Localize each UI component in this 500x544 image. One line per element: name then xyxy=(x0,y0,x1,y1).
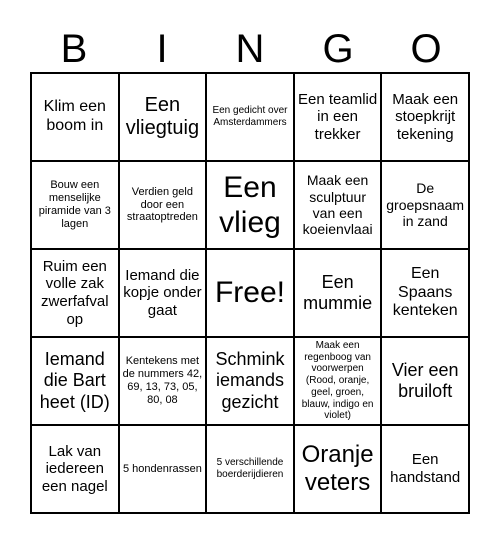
bingo-cell[interactable]: Maak een regenboog van voorwerpen (Rood, oranje, geel, groen, blauw, indigo en violet) xyxy=(294,337,382,425)
bingo-cell[interactable]: Iemand die Bart heet (ID) xyxy=(31,337,119,425)
bingo-cell[interactable]: De groepsnaam in zand xyxy=(381,161,469,249)
bingo-cell[interactable]: Een vliegtuig xyxy=(119,73,207,161)
header-letter-g: G xyxy=(322,27,354,71)
bingo-cell[interactable]: Bouw een menselijke piramide van 3 lagen xyxy=(31,161,119,249)
free-cell[interactable]: Free! xyxy=(206,249,294,337)
header-letter-o: O xyxy=(410,27,442,71)
bingo-cell[interactable]: 5 verschillende boerderijdieren xyxy=(206,425,294,513)
bingo-cell[interactable]: 5 hondenrassen xyxy=(119,425,207,513)
bingo-cell[interactable]: Maak een stoepkrijt tekening xyxy=(381,73,469,161)
bingo-cell[interactable]: Vier een bruiloft xyxy=(381,337,469,425)
bingo-cell[interactable]: Kentekens met de nummers 42, 69, 13, 73, 05, 80, 08 xyxy=(119,337,207,425)
header-letter-i: I xyxy=(156,27,168,71)
bingo-header xyxy=(30,26,470,72)
bingo-grid xyxy=(30,72,470,514)
bingo-cell[interactable]: Een teamlid in een trekker xyxy=(294,73,382,161)
bingo-cell[interactable]: Schmink iemands gezicht xyxy=(206,337,294,425)
header-letter-n: N xyxy=(235,27,265,71)
bingo-cell[interactable]: Een Spaans kenteken xyxy=(381,249,469,337)
bingo-cell[interactable]: Oranje veters xyxy=(294,425,382,513)
bingo-cell[interactable]: Een handstand xyxy=(381,425,469,513)
bingo-cell[interactable]: Lak van iedereen een nagel xyxy=(31,425,119,513)
bingo-cell[interactable]: Klim een boom in xyxy=(31,73,119,161)
bingo-cell[interactable]: Een vlieg xyxy=(206,161,294,249)
bingo-cell[interactable]: Verdien geld door een straatoptreden xyxy=(119,161,207,249)
bingo-cell[interactable]: Een gedicht over Amsterdammers xyxy=(206,73,294,161)
bingo-cell[interactable]: Een mummie xyxy=(294,249,382,337)
bingo-cell[interactable]: Ruim een volle zak zwerfafval op xyxy=(31,249,119,337)
header-letter-b: B xyxy=(60,27,88,71)
bingo-cell[interactable]: Maak een sculptuur van een koeienvlaai xyxy=(294,161,382,249)
bingo-cell[interactable]: Iemand die kopje onder gaat xyxy=(119,249,207,337)
